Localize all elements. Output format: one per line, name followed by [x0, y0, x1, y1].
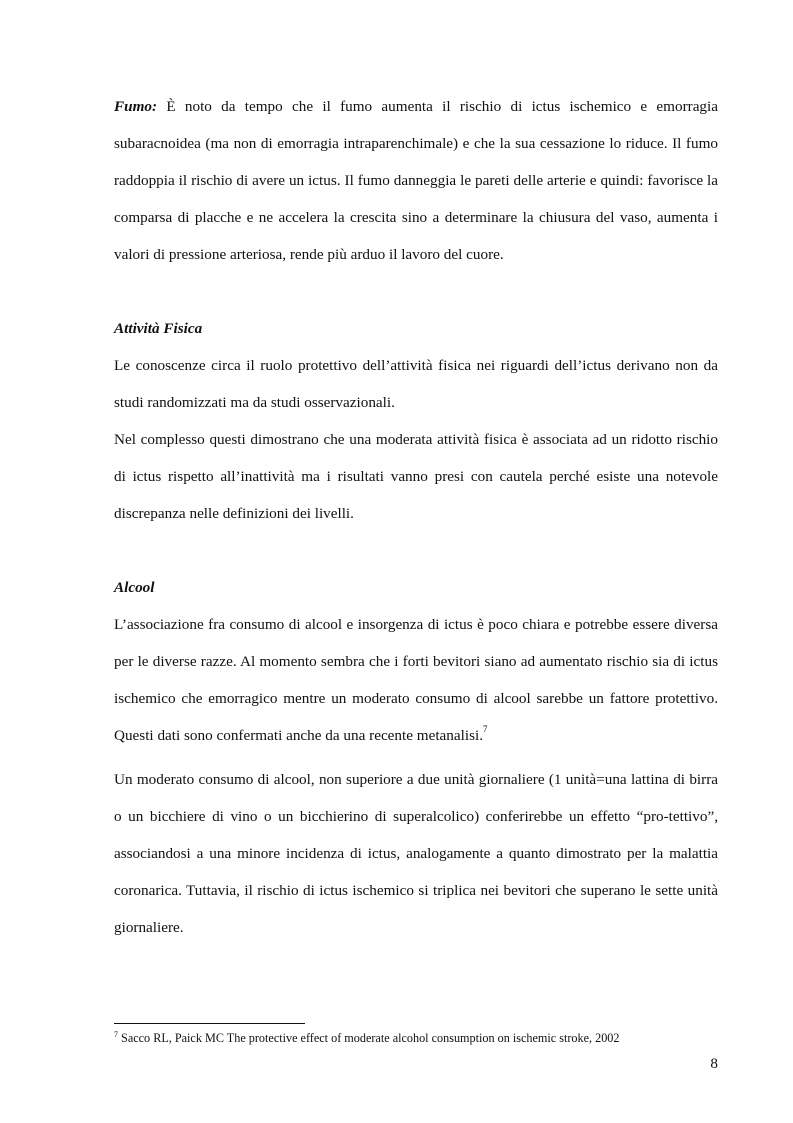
page-number: 8: [710, 1055, 718, 1072]
paragraph-attivita-1: Le conoscenze circa il ruolo protettivo dell’attività fisica nei riguardi dell’ictus derivano non da studi randomizzati ma da studi osservazionali.: [114, 357, 718, 411]
alcool-text-1: L’associazione fra consumo di alcool e insorgenza di ictus è poco chiara e potrebbe essere diversa per le diverse razze. Al momento sembra che i forti bevitori siano ad aumentato rischio sia di ictus ischemico che emorragico mentre un moderato consumo di alcool sarebbe un fattore protettivo. Questi dati sono confermati anche da una recente metanalisi.: [114, 616, 718, 744]
page-content: [114, 88, 718, 946]
paragraph-alcool-1: [114, 606, 718, 754]
paragraph-fumo: [114, 88, 718, 273]
fumo-text: È noto da tempo che il fumo aumenta il rischio di ictus ischemico e emorragia subaracnoidea (ma non di emorragia intraparenchimale) e che la sua cessazione lo riduce. Il fumo raddoppia il rischio di avere un ictus. Il fumo danneggia le pareti delle arterie e quindi: favorisce la comparsa di placche e ne accelera la crescita sino a determinare la chiusura del vaso, aumenta i valori di pressione arteriosa, rende più arduo il lavoro del cuore.: [114, 98, 718, 263]
footnote-number: 7: [114, 1030, 118, 1039]
heading-attivita-fisica: Attività Fisica: [114, 320, 203, 337]
fumo-lead: Fumo:: [114, 98, 158, 115]
paragraph-attivita-2: Nel complesso questi dimostrano che una moderata attività fisica è associata ad un ridotto rischio di ictus rispetto all’inattività ma i risultati vanno presi con cautela perché esiste una notevole discrepanza nelle definizioni dei livelli.: [114, 431, 718, 522]
heading-alcool: Alcool: [114, 579, 155, 596]
section-spacer: [114, 532, 718, 569]
footnote-text: Sacco RL, Paick MC The protective effect of moderate alcohol consumption on ischemic stroke, 2002: [118, 1031, 620, 1045]
footnote: [114, 1030, 718, 1046]
footnote-reference[interactable]: 7: [483, 724, 488, 734]
section-spacer: [114, 273, 718, 310]
paragraph-alcool-2: Un moderato consumo di alcool, non superiore a due unità giornaliere (1 unità=una lattina di birra o un bicchiere di vino o un bicchierino di superalcolico) conferirebbe un effetto “pro-tettivo”, associandosi a una minore incidenza di ictus, analogamente a quanto dimostrato per la malattia coronarica. Tuttavia, il rischio di ictus ischemico si triplica nei bevitori che superano le sette unità giornaliere.: [114, 771, 718, 936]
footnote-separator: [114, 1023, 305, 1024]
paragraph-spacer: [114, 754, 718, 761]
